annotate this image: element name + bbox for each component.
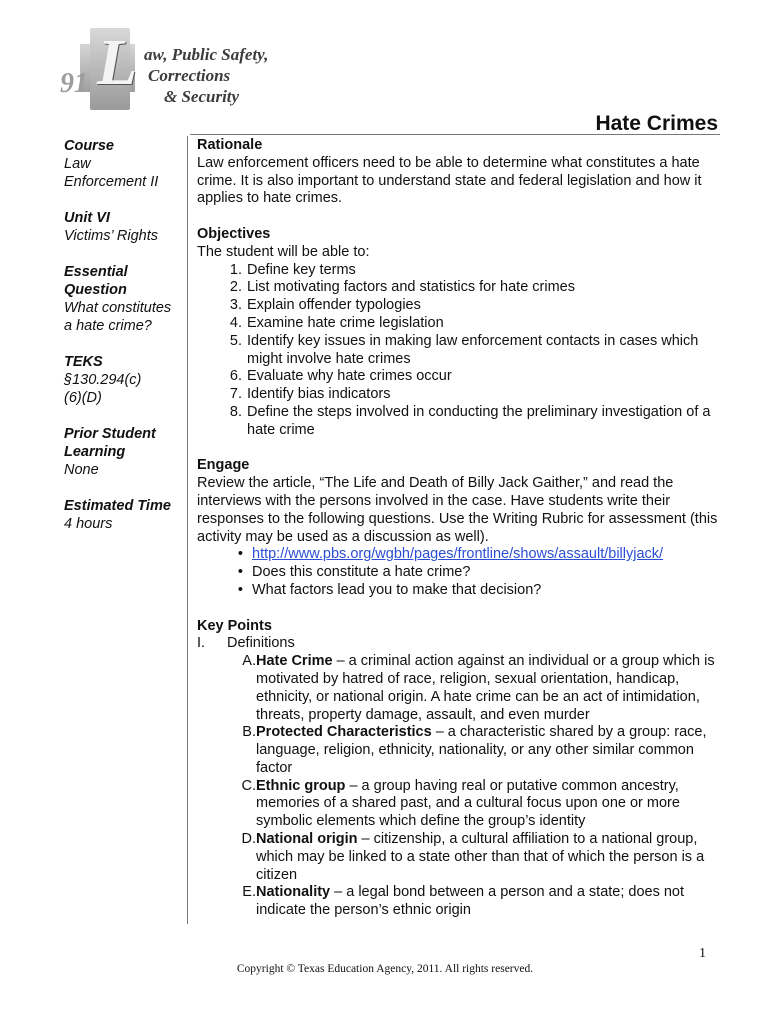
program-logo — [60, 24, 269, 116]
list-item: • http://www.pbs.org/wgbh/pages/frontline/shows/assault/billyjack/ — [237, 546, 664, 563]
list-item: 4. Examine hate crime legislation — [229, 314, 444, 331]
sidebar-label: TEKS — [64, 354, 103, 370]
page-number: 1 — [699, 946, 706, 961]
sidebar-value: What constitutes — [64, 300, 172, 316]
rationale-text: Law enforcement officers need to be able to determine what constitutes a hate crime. It is also important to understand state and federal legislation and how it applies to hate crimes. — [197, 154, 702, 207]
sidebar-value: 4 hours — [64, 516, 113, 532]
sidebar-estimated-time — [64, 497, 184, 533]
definition-term: Protected Characteristics — [256, 724, 432, 741]
definition-term: Ethnic group — [256, 777, 346, 794]
sidebar-label: Learning — [64, 444, 126, 460]
objectives-list — [197, 262, 725, 440]
article-link[interactable]: http://www.pbs.org/wgbh/pages/frontline/shows/assault/billyjack/ — [252, 546, 664, 563]
sidebar-label: Essential — [64, 264, 128, 280]
key-points-section — [197, 635, 725, 653]
sidebar-value: (6)(D) — [64, 390, 102, 406]
sidebar-value: Victims’ Rights — [64, 228, 159, 244]
sidebar-label: Prior Student — [64, 426, 156, 442]
logo-line-2: Corrections — [148, 66, 231, 85]
list-item: 6. Evaluate why hate crimes occur — [229, 368, 452, 385]
sidebar-unit — [64, 209, 184, 245]
engage-list — [197, 546, 725, 599]
list-item: • Does this constitute a hate crime? — [237, 564, 471, 581]
sidebar-value: a hate crime? — [64, 318, 152, 334]
copyright-footer: Copyright © Texas Education Agency, 2011. All rights reserved. — [236, 963, 534, 975]
definition-item: B. Protected Characteristics – a characteristic shared by a group: race, language, religion, ethnicity, nationality, or any other similar common factor — [242, 724, 707, 776]
list-item: 3. Explain offender typologies — [229, 297, 421, 314]
list-item: 1. Define key terms — [229, 261, 356, 278]
sidebar-course — [64, 137, 184, 191]
column-divider — [187, 136, 188, 924]
sidebar-value: Enforcement II — [64, 174, 159, 190]
definition-item: E. Nationality – a legal bond between a person and a state; does not indicate the person’s ethnic origin — [242, 884, 685, 919]
logo-line-3: & Security — [164, 87, 240, 106]
rationale-heading: Rationale — [197, 137, 263, 153]
section-title: Definitions — [227, 635, 295, 652]
logo-number: 91 — [60, 68, 88, 99]
section-number: I. — [197, 635, 206, 652]
list-item: 5. Identify key issues in making law enforcement contacts in cases which might involve hate crimes — [229, 332, 699, 367]
list-item: 7. Identify bias indicators — [229, 386, 391, 403]
list-item: • What factors lead you to make that decision? — [237, 581, 542, 598]
lesson-sidebar — [64, 137, 184, 533]
sidebar-teks — [64, 353, 184, 407]
list-item: 2. List motivating factors and statistics for hate crimes — [229, 279, 575, 296]
sidebar-label: Course — [64, 138, 114, 154]
definition-item: D. National origin – citizenship, a cultural affiliation to a national group, which may be linked to a state other than that of which the person is a citizen — [241, 831, 705, 883]
sidebar-prior-learning — [64, 425, 184, 479]
sidebar-label: Unit VI — [64, 210, 110, 226]
sidebar-value: None — [64, 462, 99, 478]
list-item: 8. Define the steps involved in conducting the preliminary investigation of a hate crime — [229, 403, 711, 438]
objectives-heading: Objectives — [197, 225, 271, 242]
sidebar-label: Question — [64, 282, 127, 298]
definition-term: National origin — [256, 831, 358, 848]
definition-term: Hate Crime — [256, 653, 333, 670]
engage-heading: Engage — [197, 457, 250, 474]
definition-term: Nationality — [256, 884, 331, 901]
title-rule — [190, 134, 720, 135]
sidebar-label: Estimated Time — [64, 498, 171, 514]
definition-item: A. Hate Crime – a criminal action against an individual or a group which is motivated by hatred of race, religion, sexual orientation, handicap, ethnicity, or national origin. A hate crime can be an act of intimidation, threats, property damage, assault, and even murder — [242, 653, 715, 723]
definition-item: C. Ethnic group – a group having real or putative common ancestry, memories of a shared past, and a cultural focus upon one or more symbolic elements which define the group’s identity — [241, 777, 680, 830]
sidebar-essential-question — [64, 263, 184, 335]
sidebar-value: §130.294(c) — [64, 372, 142, 388]
key-points-heading: Key Points — [197, 617, 272, 634]
logo-letter: L — [97, 26, 138, 99]
logo-line-1: aw, Public Safety, — [144, 45, 269, 64]
objectives-intro: The student will be able to: — [197, 243, 370, 260]
page-title: Hate Crimes — [595, 112, 718, 135]
sidebar-value: Law — [64, 156, 91, 172]
engage-text: Review the article, “The Life and Death of Billy Jack Gaither,” and read the interviews with the persons involved in the case. Have students write their responses to the following questions. Use the Writing Rubric for assessment (this activity may be used as a discussion as well). — [197, 475, 718, 545]
lesson-content — [197, 137, 725, 920]
